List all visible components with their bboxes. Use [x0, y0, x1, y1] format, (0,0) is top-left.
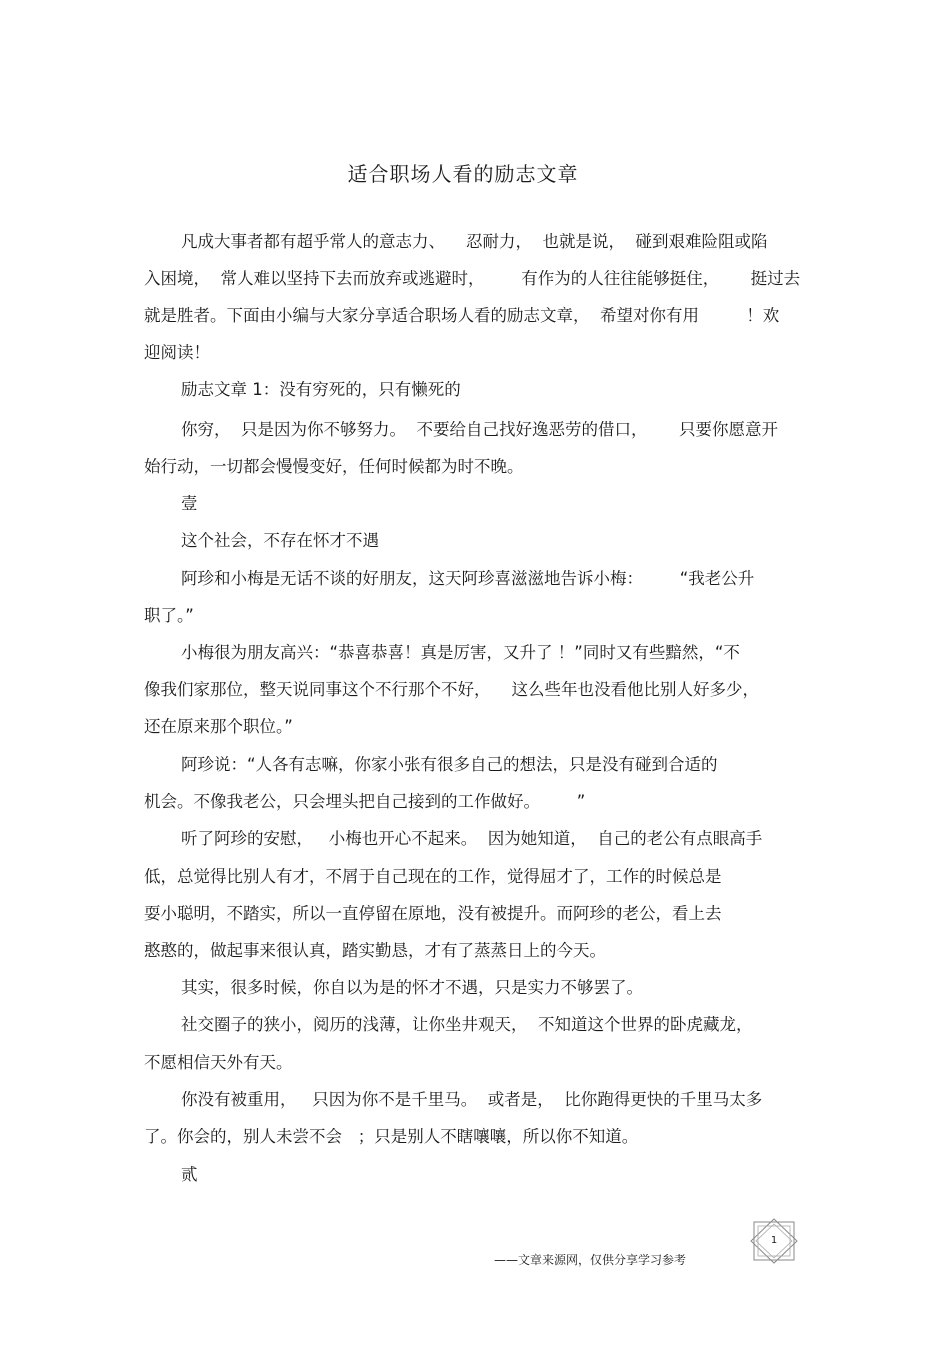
body-line: 迎阅读！ [144, 343, 210, 362]
body-line: 听了阿珍的安慰， 小梅也开心不起来。 因为她知道， 自己的老公有点眼高手 [181, 829, 763, 848]
body-line: 社交圈子的狭小，阅历的浅薄，让你坐井观天， 不知道这个世界的卧虎藏龙， [181, 1015, 753, 1034]
body-line: 你穷， 只是因为你不够努力。 不要给自己找好逸恶劳的借口， 只要你愿意开 [181, 420, 778, 439]
section-heading: 励志文章 1：没有穷死的，只有懒死的 [181, 380, 461, 399]
body-line: 就是胜者。下面由小编与大家分享适合职场人看的励志文章， 希望对你有用 ！欢 [144, 306, 780, 325]
body-line: 还在原来那个职位。” [144, 717, 293, 736]
body-line: 低，总觉得比别人有才，不屑于自己现在的工作，觉得屈才了，工作的时候总是 [144, 867, 722, 886]
body-line: 职了。” [144, 606, 194, 625]
body-line: 耍小聪明，不踏实，所以一直停留在原地，没有被提升。而阿珍的老公，看上去 [144, 904, 722, 923]
footer-note: ——文章来源网，仅供分享学习参考 [494, 1253, 687, 1267]
body-line: 小梅很为朋友高兴：“恭喜恭喜！真是厉害，又升了 ！”同时又有些黯然，“不 [181, 643, 740, 662]
body-line: 了。你会的，别人未尝不会 ；只是别人不瞎嚷嚷，所以你不知道。 [144, 1127, 639, 1146]
body-line: 凡成大事者都有超乎常人的意志力、 忍耐力， 也就是说， 碰到艰难险阻或陷 [181, 232, 768, 251]
page-number: 1 [770, 1235, 778, 1246]
body-line: 始行动，一切都会慢慢变好，任何时候都为时不晚。 [144, 457, 524, 476]
body-line: 这个社会，不存在怀才不遇 [181, 531, 379, 550]
body-line: 憨憨的，做起事来很认真，踏实勤恳，才有了蒸蒸日上的今天。 [144, 941, 606, 960]
section-number: 贰 [181, 1165, 198, 1184]
body-line: 其实，很多时候，你自以为是的怀才不遇，只是实力不够罢了。 [181, 978, 643, 997]
body-line: 阿珍和小梅是无话不谈的好朋友，这天阿珍喜滋滋地告诉小梅： “我老公升 [181, 569, 755, 588]
body-line: 入困境， 常人难以坚持下去而放弃或逃避时， 有作为的人往往能够挺住， 挺过去 [144, 269, 801, 288]
body-line: 不愿相信天外有天。 [144, 1053, 293, 1072]
body-line: 你没有被重用， 只因为你不是千里马。 或者是， 比你跑得更快的千里马太多 [181, 1090, 763, 1109]
body-line: 像我们家那位，整天说同事这个不行那个不好， 这么些年也没看他比别人好多少， [144, 680, 759, 699]
page-number-stamp [748, 1218, 800, 1264]
section-number: 壹 [181, 494, 198, 513]
body-line: 阿珍说：“人各有志嘛，你家小张有很多自己的想法，只是没有碰到合适的 [181, 755, 718, 774]
body-line: 机会。不像我老公，只会埋头把自己接到的工作做好。 ” [144, 792, 586, 811]
page-title: 适合职场人看的励志文章 [347, 162, 579, 186]
